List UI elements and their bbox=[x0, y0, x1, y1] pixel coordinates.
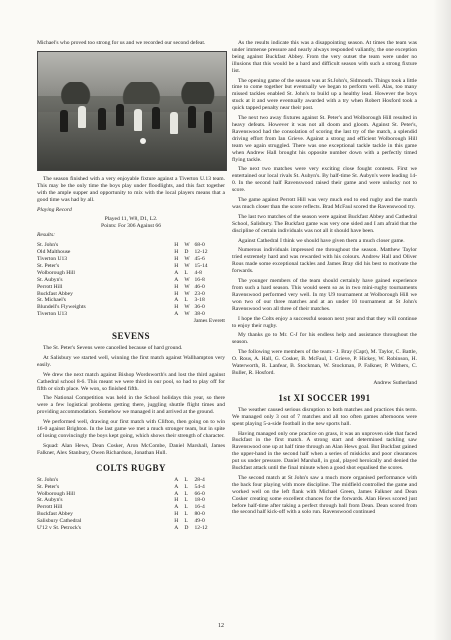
colts-report-para-10: I hope the Colts enjoy a successful season next year and that they will continue to enjoy their rugby. bbox=[232, 315, 417, 329]
sevens-para-1: The St. Peter's Sevens were cancelled because of hard ground. bbox=[43, 345, 183, 352]
colts-results-table bbox=[37, 477, 225, 532]
table-row: Perrott Hill H W 46-0 bbox=[37, 283, 205, 290]
right-column bbox=[232, 40, 417, 519]
page-number: 12 bbox=[218, 623, 224, 629]
results-table bbox=[37, 242, 225, 318]
soccer-para-2: Having managed only one practice on grass, it was an unproven side that faced Buckfast in the first match. A strong start and determined tackling saw Ravenswood one up at half time through an Alan Hews goal. But Buckfast gained the upper-hand in the second half when a series of miskicks and poor clearances put us under pressure. Daniel Marshall, in goal, played heroically and denied the Buckfast attack until the final minute when a good shot equalised the scores. bbox=[232, 430, 417, 472]
sevens-para-5: We performed well, drawing our first match with Clifton, then going on to win 16-0 against Brighton. In the last game we met a much stronger team, but in spite of losing convincingly the boys kept going, which shows their strength of character. bbox=[37, 419, 225, 439]
sevens-para-2: At Salisbury we started well, winning the first match against Wallhampton very easily. bbox=[37, 354, 225, 368]
signature-andrew-sutherland: Andrew Sutherland bbox=[373, 379, 417, 386]
soccer-para-3: The second match at St John's saw a much more organised performance with the back four playing with more discipline. The midfield controlled the game and worked well on the left flank with Michael Green, James Falkner and Dean Cosker creating some excellent chances for the forwards. Alan Hews scored just before half-time after taking a perfect through ball from Dean. Dean scored from the second half kick-off with a solo run. Ravenswood continued bbox=[232, 474, 417, 516]
colts-report-para-2: The opening game of the season was at St.John's, Sidmouth. Things took a little time to come together but eventually we began to perform well. Alas, too many missed tackles enabled St. John's to build up a healthy lead. However the boys stuck at it and were eventually awarded with a try when Robert Hosford took a quick tapped penalty near their post. bbox=[232, 77, 417, 112]
sevens-squad: Squad: Alan Hews, Dean Cosker, Aron McCombe, Daniel Marshall, James Falkner, Alex Stanbury, Owen Richardson, Jonathan Hull. bbox=[37, 442, 225, 456]
colts-report-para-7: Against Cathedral I think we should have given them a much closer game. bbox=[238, 237, 405, 244]
colts-report-para-11: My thanks go to Mr. C-J for his endless help and assistance throughout the season. bbox=[232, 332, 417, 346]
table-row: St. Michael's A L 3-18 bbox=[37, 297, 205, 304]
colts-report-para-9: The younger members of the team should certainly have gained experience from such a hard season. This would seem so as in two mini-rugby tournaments Ravenswood performed very well. In my U9 tournament at Wolborough Hill we won two of our three matches and at an under 10 tournament at St John's Ravenswood won all three of their matches. bbox=[232, 278, 417, 312]
page-edge-shadow bbox=[433, 0, 451, 640]
table-row: St. Peter's H W 15-14 bbox=[37, 262, 208, 269]
colts-report-para-6: The last two matches of the season were against Buckfast Abbey and Cathedral School, Salisbury. The Buckfast game was very one sided and I am afraid that the discipline of certain individuals was not all it should have been. bbox=[232, 213, 417, 234]
table-row: Wolborough Hill A L 4-8 bbox=[37, 269, 202, 276]
table-row: U'12 v St. Petrock's A D 12-12 bbox=[37, 525, 208, 532]
table-row: Buckfast Abbey H W 23-0 bbox=[37, 290, 205, 297]
team-members-list: The following were members of the team:- J. Bray (Capt), M. Taylor, C. Battle, O. Rous, A. Hall, G. Cosker, B. McFaul, I. Grieve, P. Hickey, W. Robinson, H. Waterworth, R. Lanfear, B. Stockman, W. Stockman, P. Falkner, P. Withers, C. Buller, R. Hosford. bbox=[232, 349, 417, 376]
colts-report-para-4: The next two matches were very exciting close fought contests. First we entertained our local rivals St. Aubyn's. By half-time St. Aubyn's were leading 14-0. In the second half Ravenswood raised their game and were unlucky not to score. bbox=[232, 166, 417, 194]
table-row: Buckfast Abbey H L 80-0 bbox=[37, 511, 205, 518]
soccer-para-1: The weather caused serious disruption to both matches and practices this term. We managed only 3 out of 7 matches and all too often games afternoons were spent playing 5-a-side football in the new sports hall. bbox=[232, 406, 417, 427]
record-line-2: Points: For 306 Against 66 bbox=[101, 223, 161, 230]
table-row: St. Aubyn's H L 18-0 bbox=[37, 497, 205, 504]
colts-report-para-8: Numerous individuals impressed me throughout the season. Matthew Taylor tried extremely hard and was rewarded with his colours. Andrew Hall and Oliver Rous made some exceptional tackles and James Bray did his best to motivate the forwards. bbox=[232, 247, 417, 275]
colts-rugby-title: COLTS RUGBY bbox=[96, 462, 166, 473]
table-row: Old Malthouse H D 12-12 bbox=[37, 249, 208, 256]
signature-james-everett: James Everett bbox=[193, 318, 225, 325]
colts-report-para-3: The next two away fixtures against St. Peter's and Wolborough Hill resulted in heavy defeats. However it was not all doom and gloom. Against St. Peter's, Ravenswood had the consolation of scoring the last try of the match, a splendid driving effort from Ian Grieve. Against a strong and efficient Wolborough Hill team we again struggled. There was one exceptional tackle tackle in this game when Andrew Hall brought his opposite number down with a perfectly timed flying tackle. bbox=[232, 115, 417, 163]
table-row: St. John's A L 28-4 bbox=[37, 476, 205, 483]
table-row: St. Peter's A L 54-4 bbox=[37, 483, 205, 490]
table-row: Blundell's Flyweights H W 36-0 bbox=[37, 304, 205, 311]
sevens-title: SEVENS bbox=[111, 331, 150, 342]
table-row: St. John's H W 68-0 bbox=[37, 242, 205, 249]
table-row: Salisbury Cathedral H L 49-0 bbox=[37, 518, 205, 525]
table-row: Wolborough Hill A L 66-0 bbox=[37, 490, 205, 497]
playing-record-heading: Playing Record bbox=[37, 206, 72, 213]
table-row: Tiverton U13 H W 45-6 bbox=[37, 255, 205, 262]
team-photo bbox=[37, 51, 227, 171]
table-row: Tiverton U13 A W 38-0 bbox=[37, 311, 205, 318]
results-heading: Results: bbox=[37, 232, 56, 239]
record-line-1: Played 11, W8, D1, L2. bbox=[104, 216, 158, 223]
table-row: St. Aubyn's A W 16-8 bbox=[37, 276, 205, 283]
sevens-para-4: The National Competition was held in the School holidays this year, so there were a few logistical problems getting there, juggling shuttle flight times and providing accommodation. Somehow we managed it and arrived at the ground. bbox=[37, 395, 225, 416]
intro-text: Michael's who proved too strong for us and we recorded our second defeat. bbox=[37, 40, 206, 46]
table-row: Perrott Hill A L 16-4 bbox=[37, 504, 205, 511]
left-column bbox=[37, 40, 225, 532]
sevens-para-3: We drew the next match against Bishop Wordsworth's and lost the third against Cathedral school 8-6. This meant we were third in our pool, so had to play off for fifth or sixth place. We won, so finished fifth. bbox=[37, 371, 225, 392]
colts-report-para-1: As the results indicate this was a disappointing season. At times the team was under immense pressure and nearly always responded valiantly, the one exception being against Buckfast Abbey. From the very outset the team were under no illusions that this would be a hard and difficult season with such a strong fixture list. bbox=[232, 40, 417, 74]
soccer-title: 1st XI SOCCER 1991 bbox=[278, 392, 371, 403]
colts-report-para-5: The game against Perrott Hill was very much end to end rugby and the match was much closer than the score reflects. Brad McFaul scored the Ravenswood try. bbox=[232, 197, 417, 210]
para-floodlights: The season finished with a very enjoyable fixture against a Tiverton U.13 team. This may be the only time the boys play under floodlights, and this fact together with the ample supper and opportunity to mix with the local players means that a good time was had by all. bbox=[37, 175, 225, 203]
